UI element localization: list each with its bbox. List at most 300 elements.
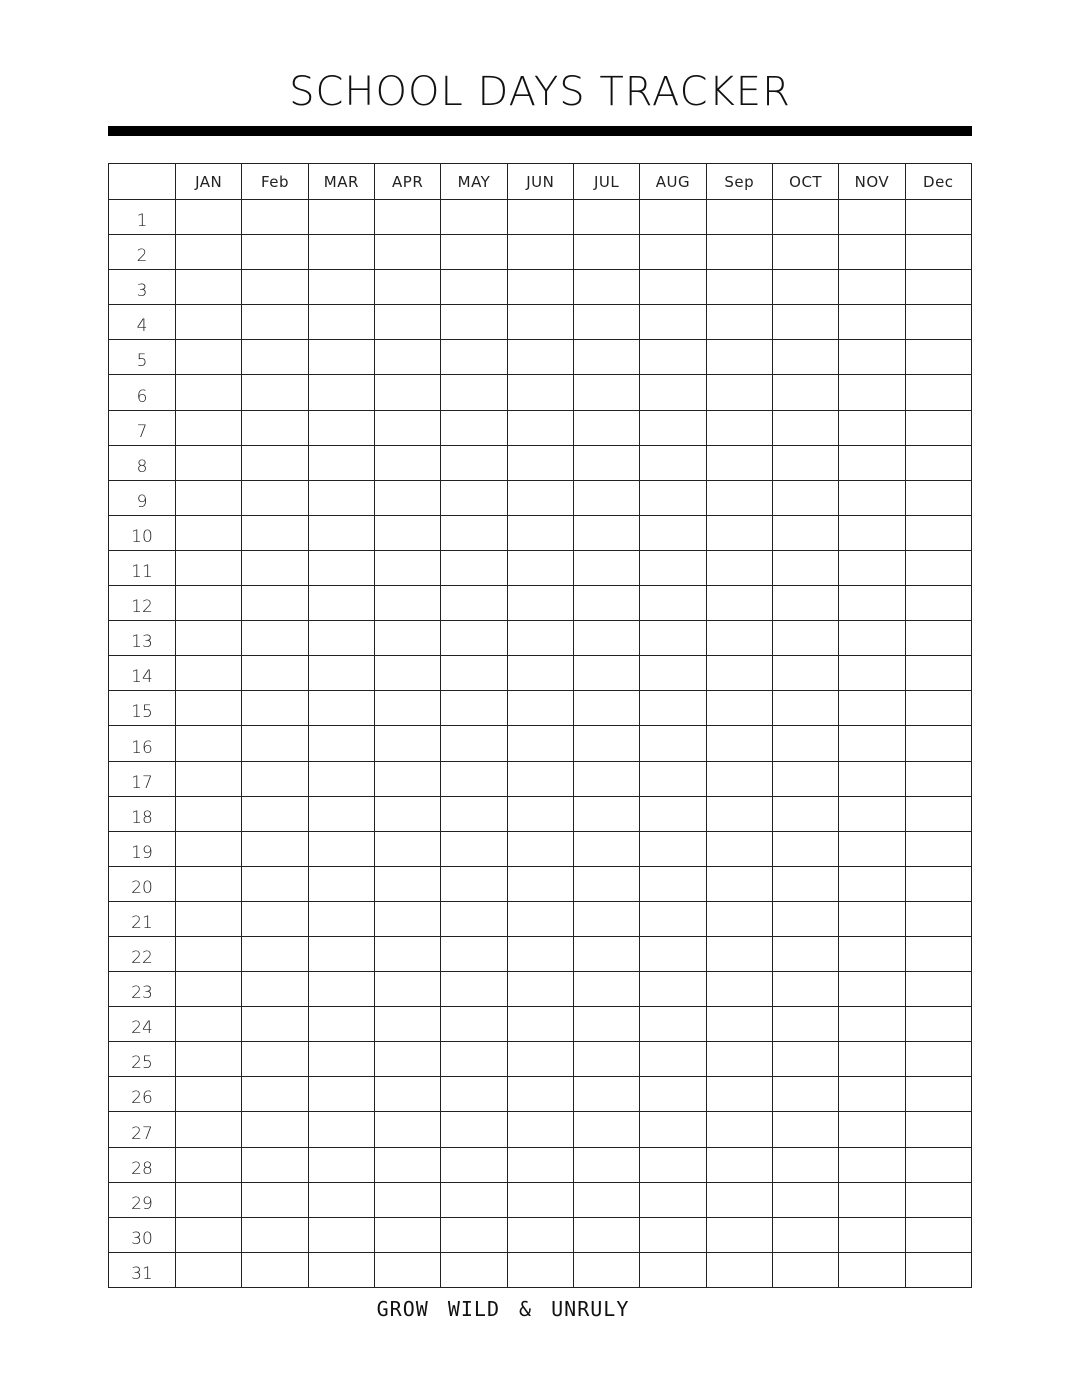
tracker-cell[interactable] xyxy=(839,621,905,656)
tracker-cell[interactable] xyxy=(507,1077,573,1112)
tracker-cell[interactable] xyxy=(772,866,838,901)
tracker-cell[interactable] xyxy=(573,831,639,866)
tracker-cell[interactable] xyxy=(176,691,242,726)
tracker-cell[interactable] xyxy=(176,726,242,761)
tracker-cell[interactable] xyxy=(640,445,706,480)
tracker-cell[interactable] xyxy=(308,1182,374,1217)
tracker-cell[interactable] xyxy=(242,1112,308,1147)
tracker-cell[interactable] xyxy=(242,445,308,480)
tracker-cell[interactable] xyxy=(640,761,706,796)
tracker-cell[interactable] xyxy=(374,1147,440,1182)
tracker-cell[interactable] xyxy=(507,866,573,901)
tracker-cell[interactable] xyxy=(573,340,639,375)
tracker-cell[interactable] xyxy=(176,1007,242,1042)
tracker-cell[interactable] xyxy=(176,1252,242,1287)
tracker-cell[interactable] xyxy=(706,621,772,656)
tracker-cell[interactable] xyxy=(308,621,374,656)
tracker-cell[interactable] xyxy=(772,1007,838,1042)
tracker-cell[interactable] xyxy=(706,656,772,691)
tracker-cell[interactable] xyxy=(308,972,374,1007)
tracker-cell[interactable] xyxy=(640,1252,706,1287)
tracker-cell[interactable] xyxy=(706,726,772,761)
tracker-cell[interactable] xyxy=(772,936,838,971)
tracker-cell[interactable] xyxy=(441,761,507,796)
tracker-cell[interactable] xyxy=(772,691,838,726)
tracker-cell[interactable] xyxy=(507,901,573,936)
tracker-cell[interactable] xyxy=(374,340,440,375)
tracker-cell[interactable] xyxy=(640,972,706,1007)
tracker-cell[interactable] xyxy=(441,340,507,375)
tracker-cell[interactable] xyxy=(640,656,706,691)
tracker-cell[interactable] xyxy=(905,1182,971,1217)
tracker-cell[interactable] xyxy=(308,515,374,550)
tracker-cell[interactable] xyxy=(176,550,242,585)
tracker-cell[interactable] xyxy=(507,1007,573,1042)
tracker-cell[interactable] xyxy=(839,445,905,480)
tracker-cell[interactable] xyxy=(242,1007,308,1042)
tracker-cell[interactable] xyxy=(176,305,242,340)
tracker-cell[interactable] xyxy=(374,515,440,550)
tracker-cell[interactable] xyxy=(573,1217,639,1252)
tracker-cell[interactable] xyxy=(374,621,440,656)
tracker-cell[interactable] xyxy=(507,1112,573,1147)
tracker-cell[interactable] xyxy=(308,1147,374,1182)
tracker-cell[interactable] xyxy=(308,796,374,831)
tracker-cell[interactable] xyxy=(905,515,971,550)
tracker-cell[interactable] xyxy=(772,1042,838,1077)
tracker-cell[interactable] xyxy=(308,340,374,375)
tracker-cell[interactable] xyxy=(839,866,905,901)
tracker-cell[interactable] xyxy=(706,375,772,410)
tracker-cell[interactable] xyxy=(374,761,440,796)
tracker-cell[interactable] xyxy=(308,1077,374,1112)
tracker-cell[interactable] xyxy=(573,1112,639,1147)
tracker-cell[interactable] xyxy=(308,901,374,936)
tracker-cell[interactable] xyxy=(772,480,838,515)
tracker-cell[interactable] xyxy=(308,1042,374,1077)
tracker-cell[interactable] xyxy=(772,550,838,585)
tracker-cell[interactable] xyxy=(706,1182,772,1217)
tracker-cell[interactable] xyxy=(176,866,242,901)
tracker-cell[interactable] xyxy=(573,445,639,480)
tracker-cell[interactable] xyxy=(772,410,838,445)
tracker-cell[interactable] xyxy=(839,340,905,375)
tracker-cell[interactable] xyxy=(507,1042,573,1077)
tracker-cell[interactable] xyxy=(374,270,440,305)
tracker-cell[interactable] xyxy=(308,410,374,445)
tracker-cell[interactable] xyxy=(839,1147,905,1182)
tracker-cell[interactable] xyxy=(706,691,772,726)
tracker-cell[interactable] xyxy=(905,1007,971,1042)
tracker-cell[interactable] xyxy=(772,726,838,761)
tracker-cell[interactable] xyxy=(640,796,706,831)
tracker-cell[interactable] xyxy=(507,586,573,621)
tracker-cell[interactable] xyxy=(706,972,772,1007)
tracker-cell[interactable] xyxy=(176,200,242,235)
tracker-cell[interactable] xyxy=(441,691,507,726)
tracker-cell[interactable] xyxy=(507,656,573,691)
tracker-cell[interactable] xyxy=(507,726,573,761)
tracker-cell[interactable] xyxy=(176,656,242,691)
tracker-cell[interactable] xyxy=(308,375,374,410)
tracker-cell[interactable] xyxy=(242,305,308,340)
tracker-cell[interactable] xyxy=(573,410,639,445)
tracker-cell[interactable] xyxy=(706,1112,772,1147)
tracker-cell[interactable] xyxy=(706,901,772,936)
tracker-cell[interactable] xyxy=(640,586,706,621)
tracker-cell[interactable] xyxy=(242,1077,308,1112)
tracker-cell[interactable] xyxy=(441,550,507,585)
tracker-cell[interactable] xyxy=(772,1077,838,1112)
tracker-cell[interactable] xyxy=(839,901,905,936)
tracker-cell[interactable] xyxy=(441,515,507,550)
tracker-cell[interactable] xyxy=(573,515,639,550)
tracker-cell[interactable] xyxy=(176,1042,242,1077)
tracker-cell[interactable] xyxy=(772,1252,838,1287)
tracker-cell[interactable] xyxy=(308,550,374,585)
tracker-cell[interactable] xyxy=(374,375,440,410)
tracker-cell[interactable] xyxy=(772,1182,838,1217)
tracker-cell[interactable] xyxy=(441,656,507,691)
tracker-cell[interactable] xyxy=(176,515,242,550)
tracker-cell[interactable] xyxy=(905,1252,971,1287)
tracker-cell[interactable] xyxy=(374,586,440,621)
tracker-cell[interactable] xyxy=(507,1217,573,1252)
tracker-cell[interactable] xyxy=(441,726,507,761)
tracker-cell[interactable] xyxy=(905,270,971,305)
tracker-cell[interactable] xyxy=(772,831,838,866)
tracker-cell[interactable] xyxy=(573,305,639,340)
tracker-cell[interactable] xyxy=(839,586,905,621)
tracker-cell[interactable] xyxy=(308,586,374,621)
tracker-cell[interactable] xyxy=(507,550,573,585)
tracker-cell[interactable] xyxy=(772,586,838,621)
tracker-cell[interactable] xyxy=(374,235,440,270)
tracker-cell[interactable] xyxy=(441,1252,507,1287)
tracker-cell[interactable] xyxy=(507,796,573,831)
tracker-cell[interactable] xyxy=(640,200,706,235)
tracker-cell[interactable] xyxy=(374,656,440,691)
tracker-cell[interactable] xyxy=(308,866,374,901)
tracker-cell[interactable] xyxy=(374,1252,440,1287)
tracker-cell[interactable] xyxy=(706,1007,772,1042)
tracker-cell[interactable] xyxy=(839,270,905,305)
tracker-cell[interactable] xyxy=(573,796,639,831)
tracker-cell[interactable] xyxy=(441,235,507,270)
tracker-cell[interactable] xyxy=(242,1252,308,1287)
tracker-cell[interactable] xyxy=(242,936,308,971)
tracker-cell[interactable] xyxy=(176,586,242,621)
tracker-cell[interactable] xyxy=(573,972,639,1007)
tracker-cell[interactable] xyxy=(573,200,639,235)
tracker-cell[interactable] xyxy=(507,340,573,375)
tracker-cell[interactable] xyxy=(441,480,507,515)
tracker-cell[interactable] xyxy=(905,1077,971,1112)
tracker-cell[interactable] xyxy=(441,1147,507,1182)
tracker-cell[interactable] xyxy=(573,691,639,726)
tracker-cell[interactable] xyxy=(772,621,838,656)
tracker-cell[interactable] xyxy=(573,1182,639,1217)
tracker-cell[interactable] xyxy=(772,656,838,691)
tracker-cell[interactable] xyxy=(308,726,374,761)
tracker-cell[interactable] xyxy=(308,831,374,866)
tracker-cell[interactable] xyxy=(640,550,706,585)
tracker-cell[interactable] xyxy=(374,1042,440,1077)
tracker-cell[interactable] xyxy=(772,901,838,936)
tracker-cell[interactable] xyxy=(905,796,971,831)
tracker-cell[interactable] xyxy=(772,972,838,1007)
tracker-cell[interactable] xyxy=(772,1217,838,1252)
tracker-cell[interactable] xyxy=(374,831,440,866)
tracker-cell[interactable] xyxy=(507,480,573,515)
tracker-cell[interactable] xyxy=(640,831,706,866)
tracker-cell[interactable] xyxy=(772,445,838,480)
tracker-cell[interactable] xyxy=(242,621,308,656)
tracker-cell[interactable] xyxy=(640,726,706,761)
tracker-cell[interactable] xyxy=(905,340,971,375)
tracker-cell[interactable] xyxy=(640,270,706,305)
tracker-cell[interactable] xyxy=(441,1112,507,1147)
tracker-cell[interactable] xyxy=(374,936,440,971)
tracker-cell[interactable] xyxy=(374,796,440,831)
tracker-cell[interactable] xyxy=(507,831,573,866)
tracker-cell[interactable] xyxy=(772,1147,838,1182)
tracker-cell[interactable] xyxy=(441,831,507,866)
tracker-cell[interactable] xyxy=(839,1252,905,1287)
tracker-cell[interactable] xyxy=(706,936,772,971)
tracker-cell[interactable] xyxy=(308,1007,374,1042)
tracker-cell[interactable] xyxy=(905,831,971,866)
tracker-cell[interactable] xyxy=(905,375,971,410)
tracker-cell[interactable] xyxy=(441,270,507,305)
tracker-cell[interactable] xyxy=(242,831,308,866)
tracker-cell[interactable] xyxy=(308,480,374,515)
tracker-cell[interactable] xyxy=(573,375,639,410)
tracker-cell[interactable] xyxy=(441,972,507,1007)
tracker-cell[interactable] xyxy=(374,200,440,235)
tracker-cell[interactable] xyxy=(706,550,772,585)
tracker-cell[interactable] xyxy=(640,480,706,515)
tracker-cell[interactable] xyxy=(507,200,573,235)
tracker-cell[interactable] xyxy=(507,761,573,796)
tracker-cell[interactable] xyxy=(242,1042,308,1077)
tracker-cell[interactable] xyxy=(242,972,308,1007)
tracker-cell[interactable] xyxy=(441,445,507,480)
tracker-cell[interactable] xyxy=(176,621,242,656)
tracker-cell[interactable] xyxy=(573,1252,639,1287)
tracker-cell[interactable] xyxy=(374,972,440,1007)
tracker-cell[interactable] xyxy=(176,1077,242,1112)
tracker-cell[interactable] xyxy=(507,305,573,340)
tracker-cell[interactable] xyxy=(573,761,639,796)
tracker-cell[interactable] xyxy=(839,936,905,971)
tracker-cell[interactable] xyxy=(308,656,374,691)
tracker-cell[interactable] xyxy=(573,656,639,691)
tracker-cell[interactable] xyxy=(573,480,639,515)
tracker-cell[interactable] xyxy=(507,936,573,971)
tracker-cell[interactable] xyxy=(374,445,440,480)
tracker-cell[interactable] xyxy=(308,235,374,270)
tracker-cell[interactable] xyxy=(242,761,308,796)
tracker-cell[interactable] xyxy=(176,901,242,936)
tracker-cell[interactable] xyxy=(441,901,507,936)
tracker-cell[interactable] xyxy=(706,200,772,235)
tracker-cell[interactable] xyxy=(905,1217,971,1252)
tracker-cell[interactable] xyxy=(706,1042,772,1077)
tracker-cell[interactable] xyxy=(441,621,507,656)
tracker-cell[interactable] xyxy=(640,866,706,901)
tracker-cell[interactable] xyxy=(441,1182,507,1217)
tracker-cell[interactable] xyxy=(772,305,838,340)
tracker-cell[interactable] xyxy=(441,1217,507,1252)
tracker-cell[interactable] xyxy=(308,1217,374,1252)
tracker-cell[interactable] xyxy=(839,550,905,585)
tracker-cell[interactable] xyxy=(706,796,772,831)
tracker-cell[interactable] xyxy=(374,1112,440,1147)
tracker-cell[interactable] xyxy=(640,235,706,270)
tracker-cell[interactable] xyxy=(772,515,838,550)
tracker-cell[interactable] xyxy=(242,410,308,445)
tracker-cell[interactable] xyxy=(573,270,639,305)
tracker-cell[interactable] xyxy=(507,972,573,1007)
tracker-cell[interactable] xyxy=(374,691,440,726)
tracker-cell[interactable] xyxy=(176,761,242,796)
tracker-cell[interactable] xyxy=(706,340,772,375)
tracker-cell[interactable] xyxy=(905,936,971,971)
tracker-cell[interactable] xyxy=(839,305,905,340)
tracker-cell[interactable] xyxy=(640,1147,706,1182)
tracker-cell[interactable] xyxy=(176,340,242,375)
tracker-cell[interactable] xyxy=(905,691,971,726)
tracker-cell[interactable] xyxy=(839,691,905,726)
tracker-cell[interactable] xyxy=(640,1042,706,1077)
tracker-cell[interactable] xyxy=(176,1112,242,1147)
tracker-cell[interactable] xyxy=(839,1007,905,1042)
tracker-cell[interactable] xyxy=(839,656,905,691)
tracker-cell[interactable] xyxy=(242,866,308,901)
tracker-cell[interactable] xyxy=(706,235,772,270)
tracker-cell[interactable] xyxy=(308,761,374,796)
tracker-cell[interactable] xyxy=(573,1007,639,1042)
tracker-cell[interactable] xyxy=(441,586,507,621)
tracker-cell[interactable] xyxy=(839,1112,905,1147)
tracker-cell[interactable] xyxy=(772,340,838,375)
tracker-cell[interactable] xyxy=(839,831,905,866)
tracker-cell[interactable] xyxy=(706,515,772,550)
tracker-cell[interactable] xyxy=(905,410,971,445)
tracker-cell[interactable] xyxy=(374,1217,440,1252)
tracker-cell[interactable] xyxy=(242,235,308,270)
tracker-cell[interactable] xyxy=(640,1182,706,1217)
tracker-cell[interactable] xyxy=(242,550,308,585)
tracker-cell[interactable] xyxy=(308,445,374,480)
tracker-cell[interactable] xyxy=(573,586,639,621)
tracker-cell[interactable] xyxy=(706,866,772,901)
tracker-cell[interactable] xyxy=(374,866,440,901)
tracker-cell[interactable] xyxy=(905,621,971,656)
tracker-cell[interactable] xyxy=(441,1042,507,1077)
tracker-cell[interactable] xyxy=(706,1077,772,1112)
tracker-cell[interactable] xyxy=(772,796,838,831)
tracker-cell[interactable] xyxy=(573,1042,639,1077)
tracker-cell[interactable] xyxy=(308,691,374,726)
tracker-cell[interactable] xyxy=(573,621,639,656)
tracker-cell[interactable] xyxy=(640,340,706,375)
tracker-cell[interactable] xyxy=(839,1042,905,1077)
tracker-cell[interactable] xyxy=(905,656,971,691)
tracker-cell[interactable] xyxy=(242,515,308,550)
tracker-cell[interactable] xyxy=(176,445,242,480)
tracker-cell[interactable] xyxy=(706,1217,772,1252)
tracker-cell[interactable] xyxy=(772,1112,838,1147)
tracker-cell[interactable] xyxy=(905,480,971,515)
tracker-cell[interactable] xyxy=(839,1077,905,1112)
tracker-cell[interactable] xyxy=(640,1112,706,1147)
tracker-cell[interactable] xyxy=(176,1147,242,1182)
tracker-cell[interactable] xyxy=(905,550,971,585)
tracker-cell[interactable] xyxy=(242,796,308,831)
tracker-cell[interactable] xyxy=(839,235,905,270)
tracker-cell[interactable] xyxy=(441,1007,507,1042)
tracker-cell[interactable] xyxy=(640,515,706,550)
tracker-cell[interactable] xyxy=(176,235,242,270)
tracker-cell[interactable] xyxy=(573,550,639,585)
tracker-cell[interactable] xyxy=(242,270,308,305)
tracker-cell[interactable] xyxy=(176,796,242,831)
tracker-cell[interactable] xyxy=(839,1182,905,1217)
tracker-cell[interactable] xyxy=(640,305,706,340)
tracker-cell[interactable] xyxy=(640,691,706,726)
tracker-cell[interactable] xyxy=(507,1252,573,1287)
tracker-cell[interactable] xyxy=(905,235,971,270)
tracker-cell[interactable] xyxy=(706,305,772,340)
tracker-cell[interactable] xyxy=(573,1077,639,1112)
tracker-cell[interactable] xyxy=(640,1077,706,1112)
tracker-cell[interactable] xyxy=(839,1217,905,1252)
tracker-cell[interactable] xyxy=(308,305,374,340)
tracker-cell[interactable] xyxy=(242,1217,308,1252)
tracker-cell[interactable] xyxy=(573,901,639,936)
tracker-cell[interactable] xyxy=(507,445,573,480)
tracker-cell[interactable] xyxy=(905,1112,971,1147)
tracker-cell[interactable] xyxy=(640,1007,706,1042)
tracker-cell[interactable] xyxy=(308,1112,374,1147)
tracker-cell[interactable] xyxy=(242,340,308,375)
tracker-cell[interactable] xyxy=(242,656,308,691)
tracker-cell[interactable] xyxy=(507,1182,573,1217)
tracker-cell[interactable] xyxy=(507,621,573,656)
tracker-cell[interactable] xyxy=(507,235,573,270)
tracker-cell[interactable] xyxy=(706,445,772,480)
tracker-cell[interactable] xyxy=(905,726,971,761)
tracker-cell[interactable] xyxy=(507,515,573,550)
tracker-cell[interactable] xyxy=(839,796,905,831)
tracker-cell[interactable] xyxy=(839,726,905,761)
tracker-cell[interactable] xyxy=(176,936,242,971)
tracker-cell[interactable] xyxy=(242,691,308,726)
tracker-cell[interactable] xyxy=(706,761,772,796)
tracker-cell[interactable] xyxy=(905,445,971,480)
tracker-cell[interactable] xyxy=(839,761,905,796)
tracker-cell[interactable] xyxy=(905,1147,971,1182)
tracker-cell[interactable] xyxy=(308,936,374,971)
tracker-cell[interactable] xyxy=(772,200,838,235)
tracker-cell[interactable] xyxy=(839,375,905,410)
tracker-cell[interactable] xyxy=(507,410,573,445)
tracker-cell[interactable] xyxy=(640,410,706,445)
tracker-cell[interactable] xyxy=(706,410,772,445)
tracker-cell[interactable] xyxy=(573,235,639,270)
